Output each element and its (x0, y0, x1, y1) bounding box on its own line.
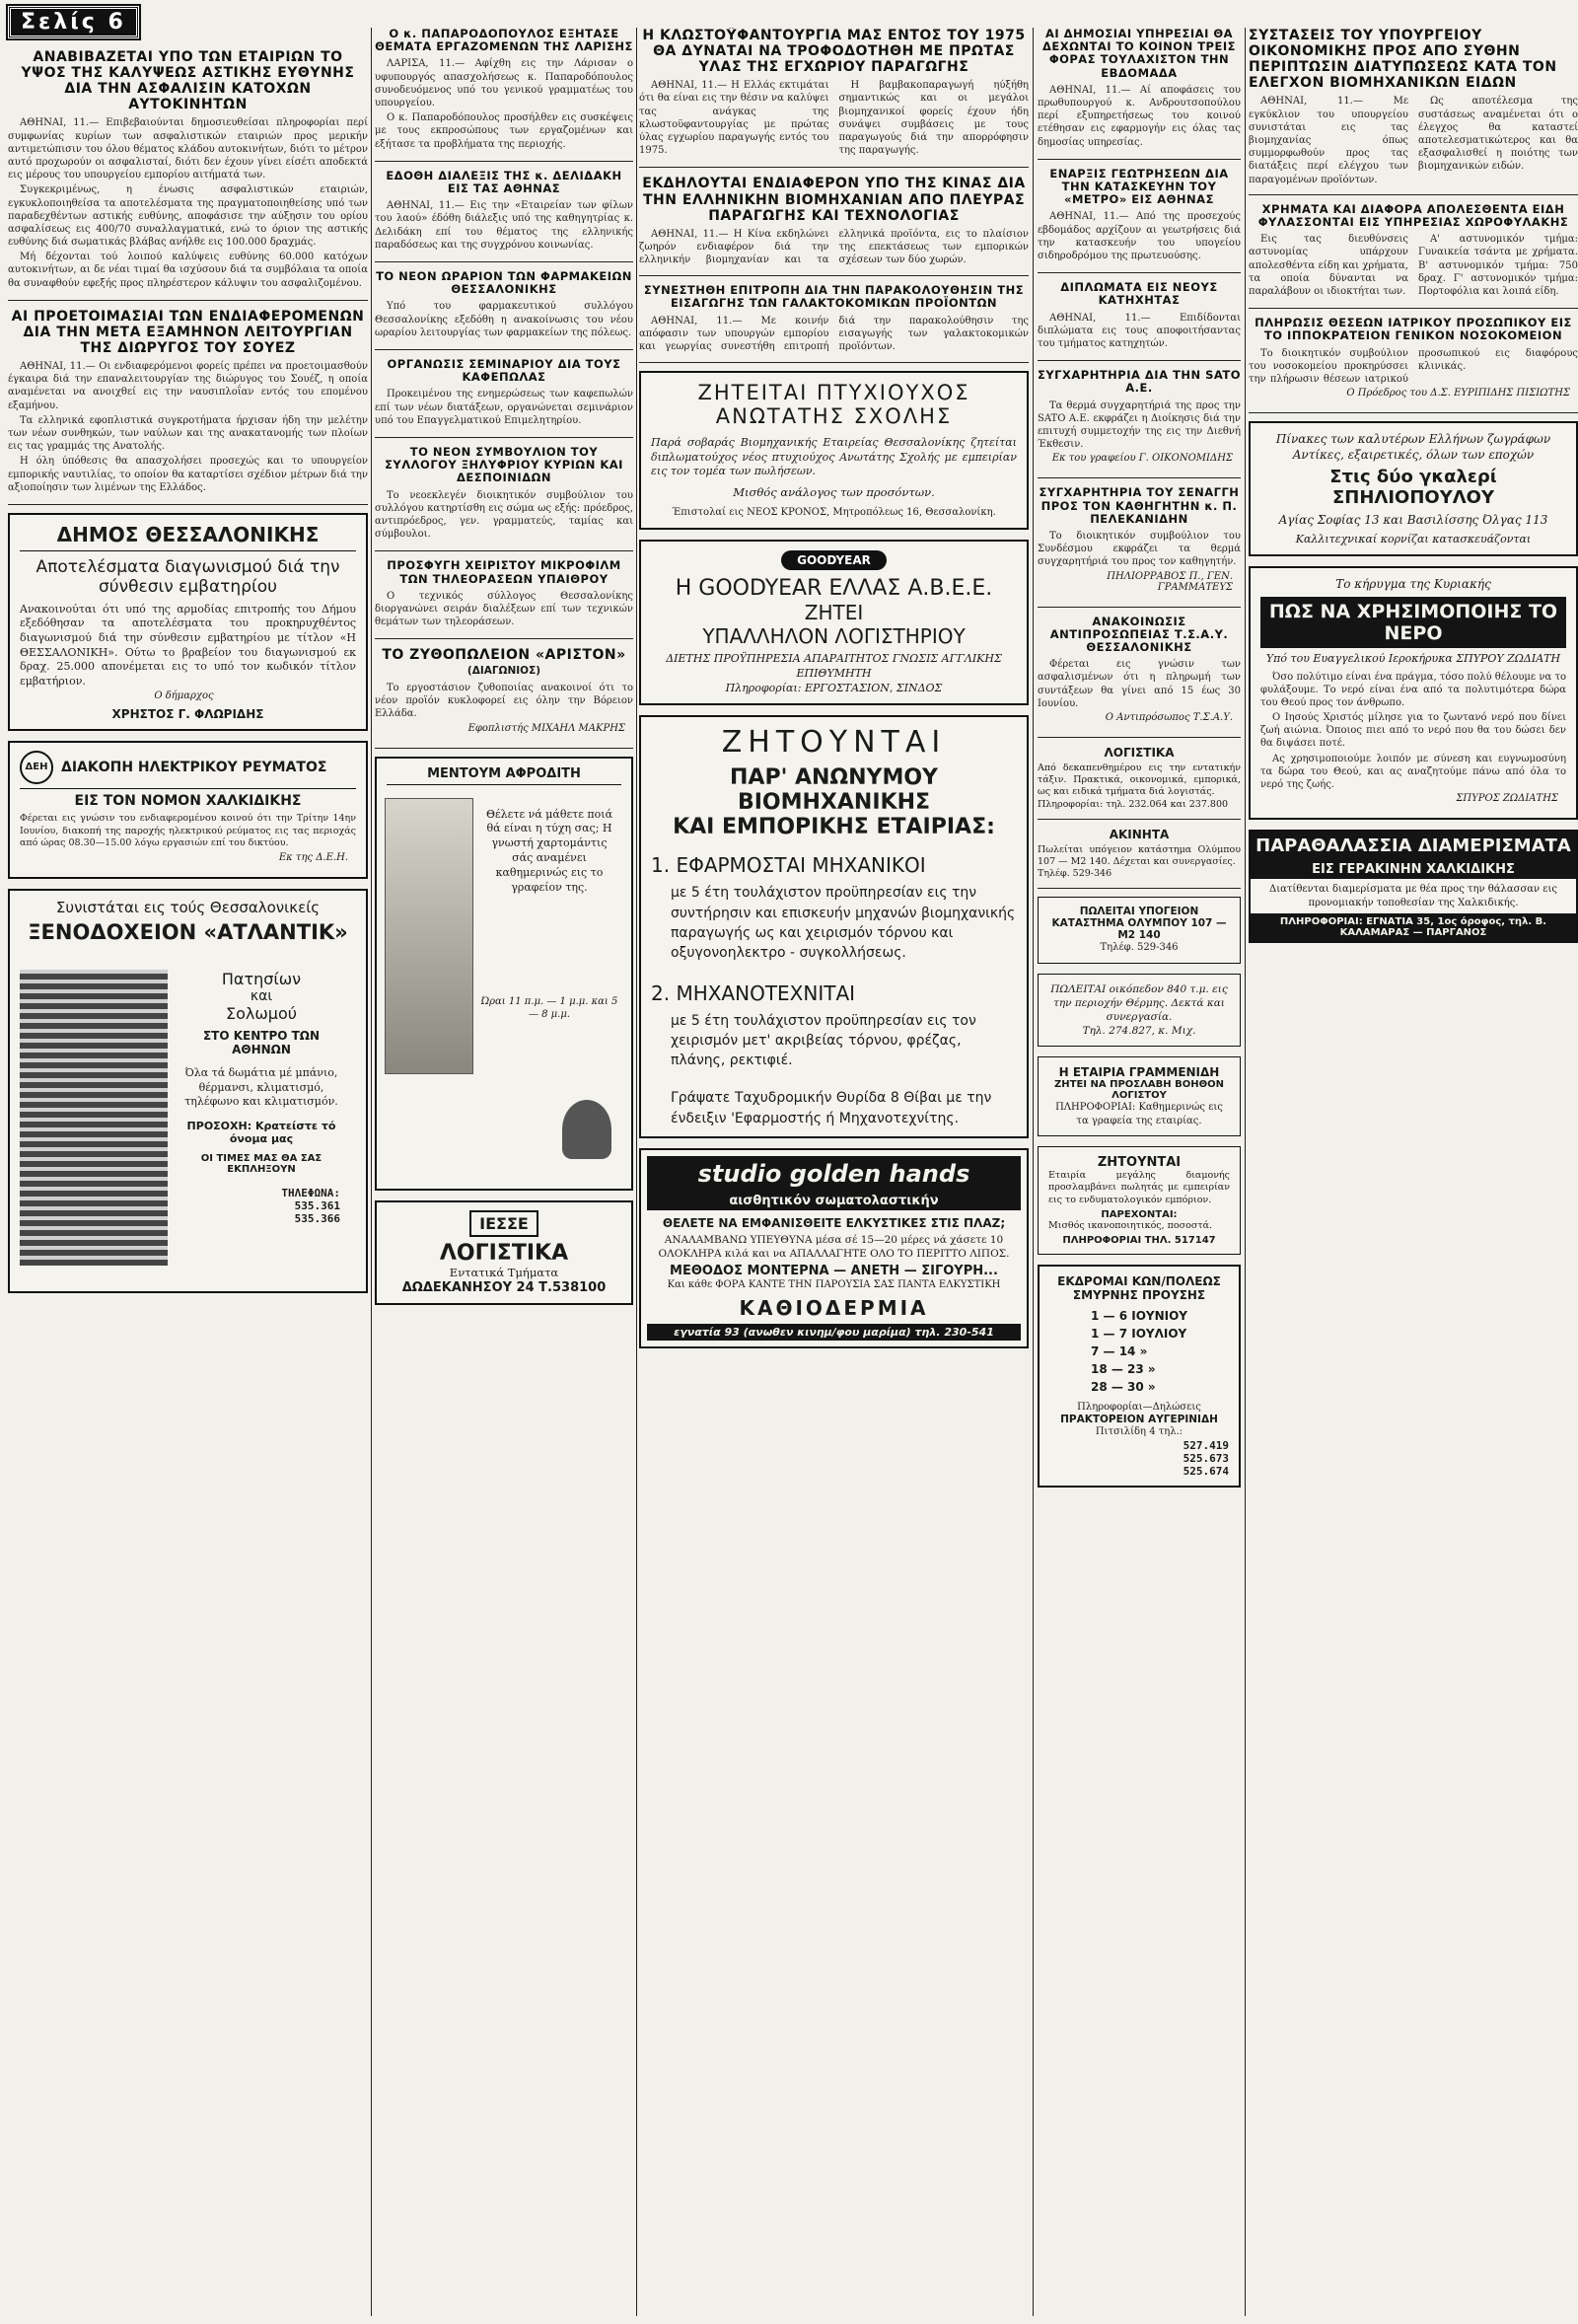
ad-title: ΕΚΔΡΟΜΑΙ ΚΩΝ/ΠΟΛΕΩΣ ΣΜΥΡΝΗΣ ΠΡΟΥΣΗΣ (1057, 1273, 1221, 1302)
article-suez (8, 309, 368, 505)
ad-phone: Τηλέφ. 529-346 (1100, 942, 1179, 954)
article-body (1038, 658, 1241, 710)
ad-text: Εταιρία μεγάλης διαμονής προσλαμβάνει πωλητάς με εμπειρίαν εις το ενδυματολογικόν εμπόριον. (1048, 1170, 1230, 1205)
ad-sub: Εντατικά Τμήματα (449, 1265, 559, 1279)
ad-text: Φέρεται εις γνώσιν του ενδιαφερομένου κοινού ότι την Τρίτην 14ην Ιουνίου, διακοπή της παροχής ηλεκτρικού ρεύματος εις τας περιοχάς από ώρας 08.30—15.00 λόγω εργασιών επί του δικτύου. (20, 813, 356, 849)
date-row (1087, 1326, 1191, 1342)
ad-seaside-apartments (1249, 830, 1578, 943)
paragraph: Ας χρησιμοποιούμε λοιπόν με σύνεση και ευγνωμοσύνη τα δώρα του Θεού, και ας αναζητούμε πάνω από όλα το νερό της ζωής. (1260, 753, 1566, 790)
ad-line: ΘΕΛΕΤΕ ΝΑ ΕΜΦΑΝΙΣΘΕΙΤΕ ΕΛΚΥΣΤΙΚΕΣ ΣΤΙΣ ΠΛΑΖ; (662, 1216, 1006, 1231)
date: 18 — 23 » (1091, 1361, 1156, 1376)
article-pharmacies (375, 270, 633, 350)
paragraph: ΛΑΡΙΣΑ, 11.— Αφίχθη εις την Λάρισαν ο υφυπουργός απασχολήσεως κ. Παπαροδόπουλος συνοδευόμενος υπό του γενικού γραμματέως του υπουργείου. (375, 58, 633, 109)
ad-salary: Μισθός ανάλογος των προσόντων. (733, 484, 935, 499)
iese-logo: ΙΕΣΣΕ (469, 1210, 538, 1237)
goodyear-logo: GOODYEAR (781, 550, 887, 570)
hotel-address: Σολωμού (226, 1003, 297, 1023)
article-body (1260, 671, 1566, 792)
job-text: με 5 έτη τουλάχιστον προϋπηρεσίαν εις τον χειρισμόν μετ' ακριβείας τόρνου, φρέζας, πλάνης, ρεκτιφιέ. (671, 1012, 976, 1069)
kicker: Το κήρυγμα της Κυριακής (1335, 577, 1491, 592)
ad-phone: Τηλ. 274.827, κ. Μιχ. (1082, 1025, 1196, 1038)
column-1 (8, 49, 368, 2318)
ad-line: Και κάθε ΦΟΡΑ ΚΑΝΤΕ ΤΗΝ ΠΑΡΟΥΣΙΑ ΣΑΣ ΠΑΝΤΑ ΕΛΚΥΣΤΙΚΗ (667, 1279, 1001, 1291)
paragraph: ΑΘΗΝΑΙ, 11.— Με εγκύκλιον του υπουργείου συνιστάται εις τας βιομηχανίας όπως συμμορφωθούν προς τας διατάξεις περί ελέγχου των παραγομένων προϊόντων. (1249, 96, 1408, 185)
headline: ΛΟΓΙΣΤΙΚΑ (1104, 746, 1175, 761)
paragraph: Το εργοστάσιον ζυθοποιίας ανακοινοί ότι το νέον προϊόν κυκλοφορεί εις όλην την Βόρειον Ελλάδα. (375, 683, 633, 720)
golden-hands-tag: αισθητικόν σωματολαστικήν (647, 1192, 1021, 1210)
article-body (1249, 95, 1578, 185)
paragraph: Ο Ιησούς Χριστός μίλησε για το ζωντανό νερό που δίνει ζωή αιώνια. Όποιος πιει από το νερό που θα του δώσει δεν θα διψάσει ποτέ. (1260, 712, 1566, 750)
ad-text: Θέλετε νά μάθετε ποιά θά είναι η τύχη σας; Η γνωστή χαρτομάντις σάς αναμένει καθημερινώς εις το γραφείον της. (485, 807, 613, 894)
headline: ΣΥΣΤΑΣΕΙΣ ΤΟΥ ΥΠΟΥΡΓΕΙΟΥ ΟΙΚΟΝΟΜΙΚΗΣ ΠΡΟΣ ΑΠΟ ΣΥΘΗΝ ΠΕΡΙΠΤΩΣΙΝ ΔΙΑΤΥΠΩΣΕΩΣ ΚΑΤΑ ΤΟΝ ΕΛΕΓΧΟΝ ΒΙΟΜΗΧΑΝΙΚΩΝ ΕΙΔΩΝ (1249, 28, 1557, 92)
article-dairy (639, 284, 1029, 363)
paragraph: Ο τεχνικός σύλλογος Θεσσαλονίκης διοργανώνει σειράν διαλέξεων επί των τεχνικών θεμάτων των τηλεοράσεων. (375, 590, 633, 628)
ad-hotel-atlantic (8, 889, 368, 1293)
phone-number: 525.674 (1183, 1464, 1229, 1478)
classified-accounting (1038, 746, 1241, 820)
article-lecture (375, 170, 633, 262)
phone-number: 535.361 (294, 1199, 340, 1213)
headline: ΣΥΓΧΑΡΗΤΗΡΙΑ ΔΙΑ ΤΗΝ SATO Α.Ε. (1038, 368, 1241, 396)
column-rule (371, 28, 372, 2316)
ad-title: ΛΟΓΙΣΤΙΚΑ (439, 1240, 569, 1266)
ad-text: Πίνακες των καλυτέρων Ελλήνων ζωγράφων Αντίκες, εξαιρετικές, όλων των εποχών (1275, 432, 1551, 463)
headline: ΤΟ ΝΕΟΝ ΣΥΜΒΟΥΛΙΟΝ ΤΟΥ ΣΥΛΛΟΓΟΥ ΞΗΛΥΦΡΙΟΥ ΚΥΡΙΩΝ ΚΑΙ ΔΕΣΠΟΙΝΙΔΩΝ (385, 444, 623, 485)
paragraph: Συγκεκριμένως, η ένωσις ασφαλιστικών εταιριών, εγκυκλοποιηθείσα τα αποτελέσματα της πραγματοποιηθείσης υπό των παραδεχθέντων αστικής ευθύνης, αποφάσισε την αύξησιν του ορίου ασφαλίσεως εις 400/70 συναλλαγματικά, ενώ το όριον της αστικής ευθύνης διά σωματικάς βλάβας ανήλθε εις 100.000 δραχμάς. (8, 184, 368, 249)
ad-addr: ΔΩΔΕΚΑΝΗΣΟΥ 24 Τ.538100 (401, 1280, 607, 1296)
column-rule (1033, 28, 1034, 2316)
headline: ΣΥΝΕΣΤΗΘΗ ΕΠΙΤΡΟΠΗ ΔΙΑ ΤΗΝ ΠΑΡΑΚΟΛΟΥΘΗΣΙΝ ΤΗΣ ΕΙΣΑΓΩΓΗΣ ΤΩΝ ΓΑΛΑΚΤΟΚΟΜΙΚΩΝ ΠΡΟΪΟΝΤΩΝ (643, 283, 1025, 311)
ad-goodyear (639, 540, 1029, 706)
classified-text: Από δεκαπενθημέρου εις την εντατικήν τάξιν. Πρακτικά, οικονομικά, εμπορικά, ως και ειδικά τμήματα διά λογιστάς. (1038, 763, 1241, 798)
ad-info: ΠΛΗΡΟΦΟΡΙΑΙ: Καθημερινώς εις τα γραφεία της εταιρίας. (1055, 1102, 1223, 1126)
headline: ΕΚΔΗΛΟΥΤΑΙ ΕΝΔΙΑΦΕΡΟΝ ΥΠΟ ΤΗΣ ΚΙΝΑΣ ΔΙΑ ΤΗΝ ΕΛΛΗΝΙΚΗΝ ΒΙΟΜΗΧΑΝΙΑΝ ΑΠΟ ΠΛΕΥΡΑΣ ΠΑΡΑΓΩΓΗΣ ΚΑΙ ΤΕΧΝΟΛΟΓΙΑΣ (642, 176, 1026, 224)
ad-dimos-thessalonikis (8, 513, 368, 731)
ad-text: Ανακοινούται ότι υπό της αρμοδίας επιτροπής του Δήμου εξεδόθησαν τα αποτελέσματα του προκηρυχθέντος διαγωνισμού διά την σύνθεσιν εμβατηρίου με τίτλον «Η ΘΕΣΣΑΛΟΝΙΚΗ». Ούτω το βραβείον του διαγωνισμού εκ δραχ. 25.000 απονέμεται εις το υπό τον κωδικόν τίτλον εμβατήριον. (20, 602, 356, 688)
headline: ΧΡΗΜΑΤΑ ΚΑΙ ΔΙΑΦΟΡΑ ΑΠΟΛΕΣΘΕΝΤΑ ΕΙΔΗ ΦΥΛΑΣΣΟΝΤΑΙ ΕΙΣ ΥΠΗΡΕΣΙΑΣ ΧΩΡΟΦΥΛΑΚΗΣ (1257, 201, 1569, 229)
paragraph: ΑΘΗΝΑΙ, 11.— Επιβεβαιούνται δημοσιευθείσαι πληροφορίαι περί συμφωνίας κυρίων των ασφαλιστικών εταιριών προς μερικήν αντιμετώπισιν του όλου θέματος κλάδου αυτοκινήτων, διότι το μέτρον αυτό προχωρούν οι ασφαλισταί, διότι δεν έχουν γίνει είσέτι αποδεκτά εις μέρους του υπουργείου εμπορίου αιτήματά των. (8, 117, 368, 182)
ad-info: Πληροφορίαι: ΕΡΓΟΣΤΑΣΙΟΝ, ΣΙΝΔΟΣ (725, 681, 943, 694)
classified-info: Τηλέφ. 529-346 (1038, 867, 1112, 879)
ad-title: ΖΗΤΟΥΝΤΑΙ (721, 725, 947, 761)
paragraph: Φέρεται εις γνώσιν των ασφαλισμένων ότι η πληρωμή των συντάξεων θα γίνει από 15 έως 30 Ιουνίου. (1038, 659, 1241, 709)
date: 7 — 14 » (1091, 1344, 1148, 1358)
paragraph: ΑΘΗΝΑΙ, 11.— Εις την «Εταιρείαν των φίλων του λαού» έδόθη διάλεξις υπό της καθηγητρίας κ. Δελιδάκη επί του θέματος της ελληνικής παραδόσεως και της συγχρόνου κοινωνίας. (375, 200, 633, 251)
paragraph: ΑΘΗΝΑΙ, 11.— Οι ενδιαφερόμενοι φορείς πρέπει να προετοιμασθούν έγκαιρα διά την επαναλειτουργίαν της διώρυγος του Σουέζ, η οποία αναμένεται να ανοιχθεί εις την ναυσιπλοΐαν εντός του επομένου εξαμήνου. (8, 361, 368, 411)
article-body (1038, 84, 1241, 149)
ad-addr: εγνατία 93 (ανωθεν κινημ/φου μαρίμα) τηλ. 230-541 (647, 1324, 1021, 1341)
article-ariston (375, 647, 633, 748)
headline: ΤΟ ΝΕΟΝ ΩΡΑΡΙΟΝ ΤΩΝ ΦΑΡΜΑΚΕΙΩΝ ΘΕΣΣΑΛΟΝΙΚΗΣ (376, 268, 632, 297)
hotel-address: Πατησίων (221, 969, 302, 988)
job-text: με 5 έτη τουλάχιστον προϋπηρεσίαν εις την συντήρησιν και επισκευήν μηχανών βιομηχανικής παραγωγής ως και χειρισμόν τόρνου και οξυγονοηλεκτρο - συγκολλήσεως. (671, 885, 1016, 962)
phone-number: 527.419 (1183, 1438, 1229, 1452)
paragraph: Η όλη ύπόθεσις θα απασχολήσει προσεχώς και το υπουργείον εμπορικής ναυτιλίας, το οποίον θα καταρτίσει σχέδιον μέτρων διά την αξιοποίησιν των λιμένων της Ελλάδος. (8, 456, 368, 493)
ad-excursions (1038, 1265, 1241, 1488)
headline: Η ΚΛΩΣΤΟΫΦΑΝΤΟΥΡΓΙΑ ΜΑΣ ΕΝΤΟΣ ΤΟΥ 1975 ΘΑ ΔΥΝΑΤΑΙ ΝΑ ΤΡΟΦΟΔΟΤΗΘΗ ΜΕ ΠΡΩΤΑΣ ΥΛΑΣ ΤΗΣ ΕΓΧΩΡΙΟΥ ΠΑΡΑΓΩΓΗΣ (642, 28, 1026, 76)
ad-sales-wanted (1038, 1146, 1241, 1255)
ad-offer-label: ΠΑΡΕΧΟΝΤΑΙ: (1101, 1208, 1178, 1220)
ad-deh (8, 741, 368, 879)
headline: Ο κ. ΠΑΠΑΡΟΔΟΠΟΥΛΟΣ ΕΞΗΤΑΣΕ ΘΕΜΑΤΑ ΕΡΓΑΖΟΜΕΝΩΝ ΤΗΣ ΛΑΡΙΣΗΣ (375, 28, 633, 54)
article-council (375, 446, 633, 551)
signature: ΠΗΛΙΟΡΡΑΒΟΣ Π., ΓΕΝ. ΓΡΑΜΜΑΤΕΥΣ (1107, 570, 1233, 593)
paragraph: Το διοικητικόν συμβούλιον του Συνδέσμου εκφράζει τα θερμά συγχαρητήριά του προς τον καθηγητήν. (1038, 531, 1241, 568)
paragraph: Μή δέχονται τού λοιπού καλύψεις ευθύνης 60.000 κατόχων αυτοκινήτων, αι δε νέαι τιμαί θα ισχύσουν διά τα συμβόλαια τα οποία θα συναφθούν εφεξής προς πληρέστερον κάλυψιν του ασφαλιζομένου. (8, 252, 368, 289)
hotel-name: ΞΕΝΟΔΟΧΕΙΟΝ «ΑΤΛΑΝΤΙΚ» (28, 919, 348, 944)
article-body (1038, 530, 1241, 569)
article-sato (1038, 369, 1241, 478)
article-body (639, 315, 1029, 355)
ad-agency: ΠΡΑΚΤΟΡΕΙΟΝ ΑΥΓΕΡΙΝΙΔΗ (1060, 1414, 1218, 1426)
ad-phone: ΠΛΗΡΟΦΟΡΙΑΙ ΤΗΛ. 517147 (1062, 1234, 1216, 1246)
article-body (8, 116, 368, 289)
article-body (8, 360, 368, 494)
hotel-building-image (20, 970, 168, 1266)
hotel-center: ΣΤΟ ΚΕΝΤΡΟ ΤΩΝ ΑΘΗΝΩΝ (202, 1028, 321, 1056)
article-sermon (1249, 566, 1578, 820)
headline: ΠΡΟΣΦΥΓΗ ΧΕΙΡΙΣΤΟΥ ΜΙΚΡΟΦΙΛΜ ΤΩΝ ΤΗΛΕΟΡΑΣΕΩΝ ΥΠΑΙΘΡΟΥ (387, 558, 621, 586)
paragraph: Τα ελληνικά εφοπλιστικά συγκροτήματα ήρχισαν ήδη την μελέτην των νέων συνθηκών, των ναύλων και της ανακατανομής των πλοίων εις τας γραμμάς της Ανατολής. (8, 414, 368, 453)
subheadline: (ΔΙΑΓΩΝΙΟΣ) (466, 665, 541, 678)
ad-title: ΖΗΤΟΥΝΤΑΙ (1097, 1155, 1182, 1171)
ad-sign-name: ΧΡΗΣΤΟΣ Γ. ΦΛΩΡΙΔΗΣ (111, 707, 264, 722)
article-body (639, 228, 1029, 268)
phone-number: 535.366 (294, 1212, 340, 1226)
golden-hands-logo: studio golden hands (647, 1156, 1021, 1192)
headline: ΑΙ ΔΗΜΟΣΙΑΙ ΥΠΗΡΕΣΙΑΙ ΘΑ ΔΕΧΩΝΤΑΙ ΤΟ ΚΟΙΝΟΝ ΤΡΕΙΣ ΦΟΡΑΣ ΤΟΥΛΑΧΙΣΤΟΝ ΤΗΝ ΕΒΔΟΜΑΔΑ (1042, 28, 1236, 80)
article-body (375, 300, 633, 339)
article-body (375, 199, 633, 252)
ad-title: ΚΑΙ ΕΜΠΟΡΙΚΗΣ ΕΤΑΙΡΙΑΣ: (673, 815, 995, 840)
classified-info: Πληροφορίαι: τηλ. 232.064 και 237.800 (1038, 798, 1229, 810)
headline: ΑΝΑΚΟΙΝΩΣΙΣ ΑΝΤΙΠΡΟΣΩΠΕΙΑΣ Τ.Σ.Α.Υ. ΘΕΣΣΑΛΟΝΙΚΗΣ (1049, 614, 1229, 655)
paragraph: Ως αποτέλεσμα της συστάσεως αναμένεται ότι ο έλεγχος θα καταστεί αποτελεσματικώτερος και θα εξασφαλισθεί η ποιότης των βιομηχανικών ειδών. (1418, 96, 1578, 173)
ad-intro: Συνιστάται εις τούς Θεσσαλονικείς (55, 898, 321, 916)
ad-title: Αποτελέσματα διαγωνισμού διά την σύνθεσιν εμβατηρίου (36, 556, 340, 597)
ad-line: ΑΝΑΛΑΜΒΑΝΩ ΥΠΕΥΘΥΝΑ μέσα σέ 15—20 μέρες νά χάσετε 10 ΟΛΟΚΛΗΡΑ κιλά και να ΑΠΑΛΛΑΓΗΤΕ ΟΛΟ ΤΟ ΠΕΡΙΤΤΟ ΛΙΠΟΣ. (658, 1234, 1010, 1261)
headline: ΕΝΑΡΞΙΣ ΓΕΩΤΡΗΣΕΩΝ ΔΙΑ ΤΗΝ ΚΑΤΑΣΚΕΥΗΝ ΤΟΥ «ΜΕΤΡΟ» ΕΙΣ ΑΘΗΝΑΣ (1049, 166, 1229, 207)
ad-header: ΔΗΜΟΣ ΘΕΣΣΑΛΟΝΙΚΗΣ (20, 523, 356, 551)
column-4 (1038, 28, 1241, 2316)
ad-header: ΔΙΑΚΟΠΗ ΗΛΕΚΤΡΙΚΟΥ ΡΕΥΜΑΤΟΣ (61, 760, 327, 776)
ad-reply: Έπιστολαί εις ΝΕΟΣ ΚΡΟΝΟΣ, Μητροπόλεως 16, Θεσσαλονίκη. (672, 507, 996, 519)
article-body (639, 79, 1029, 159)
job-title: 1. ΕΦΑΡΜΟΣΤΑΙ ΜΗΧΑΝΙΚΟΙ (651, 853, 926, 878)
article-microfilm (375, 559, 633, 639)
job-title: 2. ΜΗΧΑΝΟΤΕΧΝΙΤΑΙ (651, 980, 856, 1005)
hotel-details (182, 970, 340, 1226)
article-insurance (8, 49, 368, 301)
ad-header: ΜΕΝΤΟΥΜ ΑΦΡΟΔΙΤΗ (387, 766, 621, 785)
hotel-attention: ΠΡΟΣΟΧΗ: Κρατείστε τό όνομα μας (186, 1120, 336, 1146)
column-2 (375, 28, 633, 2316)
paragraph: Όσο πολύτιμο είναι ένα πράγμα, τόσο πολύ θέλουμε να το φυλάξουμε. Το νερό είναι ένα από τα πολυτιμότερα δώρα του Θεού προς τον άνθρωπο. (1260, 671, 1566, 708)
paragraph: ΑΘΗΝΑΙ, 11.— Η Κίνα εκδηλώνει ζωηρόν ενδιαφέρον διά την ελληνικήν βιομηχανίαν και τα ελληνικά προϊόντα, εις το πλαίσιον της επεκτάσεως των εμπορικών σχέσεων των δύο χωρών. (639, 228, 1029, 266)
date-row (1087, 1344, 1191, 1359)
headline: ΟΡΓΑΝΩΣΙΣ ΣΕΜΙΝΑΡΙΟΥ ΔΙΑ ΤΟΥΣ ΚΑΦΕΠΩΛΑΣ (387, 356, 621, 385)
ad-title: ΖΗΤΕΙΤΑΙ ΠΤΥΧΙΟΥΧΟΣ ΑΝΩΤΑΤΗΣ ΣΧΟΛΗΣ (697, 381, 970, 429)
column-5 (1249, 28, 1578, 2316)
paragraph: Προκειμένου της ενημερώσεως των καφεπωλών επί των νέων διατάξεων, οργανώνεται σεμινάριον υπό του Επαγγελματικού Επιμελητηρίου. (375, 389, 633, 426)
date: 28 — 30 » (1091, 1379, 1156, 1394)
ad-aphrodite (375, 757, 633, 1191)
headline: ΣΥΓΧΑΡΗΤΗΡΙΑ ΤΟΥ ΣΕΝΑΓΓΗ ΠΡΟΣ ΤΟΝ ΚΑΘΗΓΗΤΗΝ κ. Π. ΠΕΛΕΚΑΝΙΔΗΝ (1039, 485, 1240, 526)
article-body (375, 57, 633, 150)
article-lost-items (1249, 203, 1578, 309)
fortune-teller-image (385, 798, 473, 1074)
paragraph: Υπό του φαρμακευτικού συλλόγου Θεσσαλονίκης εξεδόθη η ανακοίνωσις του νέου ωραρίου λειτουργίας των φαρμακείων της πόλεως. (375, 301, 633, 338)
article-body (1038, 210, 1241, 262)
ad-store-sale (1038, 897, 1241, 964)
signature: Εκ του γραφείου Γ. ΟΙΚΟΝΟΜΙΔΗΣ (1051, 453, 1233, 465)
ad-hours: Ώραι 11 π.μ. — 1 μ.μ. και 5 — 8 μ.μ. (480, 995, 618, 1021)
article-seminar (375, 358, 633, 438)
article-diplomas (1038, 281, 1241, 361)
paragraph: Το διοικητικόν συμβούλιον του νοσοκομείου προκηρύσσει την πλήρωσιν θέσεων ιατρικού προσωπικού εις διαφόρους κλινικάς. (1249, 347, 1578, 385)
article-china (639, 176, 1029, 276)
ad-req: ΔΙΕΤΗΣ ΠΡΟΫΠΗΡΕΣΙΑ ΑΠΑΡΑΙΤΗΤΟΣ ΓΝΩΣΙΣ ΑΓΓΛΙΚΗΣ ΕΠΙΘΥΜΗΤΗ (666, 651, 1002, 680)
classified-realestate (1038, 828, 1241, 889)
paragraph: Α' αστυνομικόν τμήμα: Γυναικεία τσάντα με χρήματα. Β' αστυνομικόν τμήμα: 750 δραχ. Γ' αστυνομικόν τμήμα: Πορτοφόλια και λοιπά είδη. (1418, 234, 1578, 297)
paragraph: Εις τας διευθύνσεις αστυνομίας υπάρχουν απολεσθέντα είδη και χρήματα, τα οποία δύνανται να παραλάβουν οι ιδιοκτήται των. (1249, 234, 1408, 297)
article-body (1038, 312, 1241, 351)
date-row (1087, 1361, 1191, 1377)
ad-sub: ΕΙΣ ΓΕΡΑΚΙΝΗΝ ΧΑΛΚΙΔΙΚΗΣ (1251, 860, 1576, 879)
byline: Υπό του Ευαγγελικού Ιεροκήρυκα ΣΠΥΡΟΥ ΖΩΔΙΑΤΗ (1265, 651, 1561, 665)
ad-sign-label: Ο δήμαρχος (154, 690, 214, 702)
hotel-prices: ΟΙ ΤΙΜΕΣ ΜΑΣ ΘΑ ΣΑΣ ΕΚΠΛΗΞΟΥΝ (200, 1153, 323, 1176)
column-3 (639, 28, 1029, 2316)
ad-text: Διατίθενται διαμερίσματα με θέα προς την θάλασσαν εις προνομιακήν τοποθεσίαν της Χαλκιδικής. (1269, 884, 1557, 908)
article-tsay (1038, 616, 1241, 738)
ad-sub: ΖΗΤΕΙ ΝΑ ΠΡΟΣΛΑΒΗ ΒΟΗΘΟΝ ΛΟΓΙΣΤΟΥ (1054, 1079, 1224, 1102)
ad-land-sale (1038, 974, 1241, 1048)
ad-text: ΠΩΛΕΙΤΑΙ οικόπεδον 840 τ.μ. εις την περιοχήν Θέρμης. Δεκτά και συνεργασία. (1050, 982, 1228, 1023)
headline: ΑΙ ΠΡΟΕΤΟΙΜΑΣΙΑΙ ΤΩΝ ΕΝΔΙΑΦΕΡΟΜΕΝΩΝ ΔΙΑ ΤΗΝ ΜΕΤΑ ΕΞΑΜΗΝΟΝ ΛΕΙΤΟΥΡΓΙΑΝ ΤΗΣ ΔΙΩΡΥΓΟΣ ΤΟΥ ΣΟΥΕΖ (11, 308, 365, 356)
ad-kath: ΚΑΘΙΟΔΕΡΜΙΑ (739, 1295, 929, 1320)
date: 1 — 7 ΙΟΥΛΙΟΥ (1091, 1326, 1187, 1341)
excursion-dates (1085, 1306, 1193, 1397)
headline: ΠΛΗΡΩΣΙΣ ΘΕΣΕΩΝ ΙΑΤΡΙΚΟΥ ΠΡΟΣΩΠΙΚΟΥ ΕΙΣ ΤΟ ΙΠΠΟΚΡΑΤΕΙΟΝ ΓΕΝΙΚΟΝ ΝΟΣΟΚΟΜΕΙΟΝ (1255, 316, 1572, 343)
signature: Ο Αντιπρόσωπος Τ.Σ.Α.Υ. (1105, 712, 1233, 724)
article-body (1038, 399, 1241, 452)
crystal-ball-icon (562, 1100, 611, 1159)
article-body (375, 388, 633, 427)
phone-label: ΤΗΛΕΦΩΝΑ: (281, 1187, 340, 1200)
ad-gallery (1249, 421, 1578, 556)
article-ministry (1249, 28, 1578, 195)
gallery-address: Αγίας Σοφίας 13 και Βασιλίσσης Όλγας 113 (1278, 513, 1548, 528)
column-rule (1245, 28, 1246, 2316)
ad-industrial-jobs (639, 715, 1029, 1138)
ad-title: ΠΩΛΕΙΤΑΙ ΥΠΟΓΕΙΟΝ ΚΑΤΑΣΤΗΜΑ ΟΛΥΜΠΟΥ 107 — Μ2 140 (1051, 906, 1227, 942)
article-body (375, 590, 633, 629)
ad-title: Η ΕΤΑΙΡΙΑ ΓΡΑΜΜΕΝΙΔΗ (1058, 1065, 1220, 1080)
paragraph: ΑΘΗΝΑΙ, 11.— Επιδίδονται διπλώματα εις τους αποφοιτήσαντας του τμήματος κατηχητών. (1038, 312, 1241, 350)
ad-text: Παρά σοβαράς Βιομηχανικής Εταιρείας Θεσσαλονίκης ζητείται διπλωματούχος νέος πτυχιούχος Ανωτάτης Σχολής με εμπειρίαν εις τον τομέα των πωλήσεων. (651, 436, 1017, 478)
article-hospital (1249, 317, 1578, 413)
paragraph: ΑΘΗΝΑΙ, 11.— Η Ελλάς εκτιμάται ότι θα είναι εις την θέσιν να καλύψει τας ανάγκας της κλωστοϋφαντουργίας με πρώτας ύλας εγχωρίου παραγωγής εντός του 1975. (639, 80, 829, 157)
article-body (1249, 233, 1578, 300)
gallery-name: Στις δύο γκαλερί ΣΠΗΛΙΟΠΟΥΛΟΥ (1329, 467, 1497, 509)
deh-logo: ΔΕΗ (20, 751, 53, 784)
ad-golden-hands (639, 1148, 1029, 1348)
ad-seek: ΖΗΤΕΙ (804, 600, 864, 624)
date-row (1087, 1308, 1191, 1324)
headline: ΑΚΙΝΗΤΑ (1109, 827, 1170, 841)
article-senaggi (1038, 486, 1241, 607)
ad-deh-header-row (20, 751, 356, 789)
ad-title: ΕΙΣ ΤΟΝ ΝΟΜΟΝ ΧΑΛΚΙΔΙΚΗΣ (74, 793, 302, 810)
date-row (1087, 1379, 1191, 1395)
headline: ΑΝΑΒΙΒΑΖΕΤΑΙ ΥΠΟ ΤΩΝ ΕΤΑΙΡΙΩΝ ΤΟ ΥΨΟΣ ΤΗΣ ΚΑΛΥΨΕΩΣ ΑΣΤΙΚΗΣ ΕΥΘΥΝΗΣ ΔΙΑ ΤΗΝ ΑΣΦΑΛΙΣΙΝ ΚΑΤΟΧΩΝ ΑΥΤΟΚΙΝΗΤΩΝ (21, 49, 355, 113)
article-metro (1038, 168, 1241, 273)
ad-info: Πληροφορίαι—Δηλώσεις (1077, 1401, 1201, 1413)
ad-method: ΜΕΘΟΔΟΣ ΜΟΝΤΕΡΝΑ — ΑΝΕΤΗ — ΣΙΓΟΥΡΗ... (670, 1264, 998, 1279)
paragraph: ΑΘΗΝΑΙ, 11.— Από της προσεχούς εβδομάδος αρχίζουν αι γεωτρήσεις διά την κατασκευήν του υπογείου σιδηροδρόμου της πρωτευούσης. (1038, 211, 1241, 262)
ad-info: ΠΛΗΡΟΦΟΡΙΑΙ: ΕΓΝΑΤΙΑ 35, 1ος όροφος, τηλ. Β. ΚΑΛΑΜΑΡΑΣ — ΠΑΡΓΑΝΟΣ (1251, 913, 1576, 941)
article-textile (639, 28, 1029, 168)
article-body (1249, 347, 1578, 387)
ad-sign: Εκ της Δ.Ε.Η. (278, 851, 348, 863)
article-public-services (1038, 28, 1241, 160)
article-body (375, 682, 633, 721)
hotel-address: και (250, 987, 273, 1004)
paragraph: Ο κ. Παπαροδόπουλος προσήλθεν εις συσκέψεις με τους εκπροσώπους των εργαζομένων και εξήτασε τα προβλήματα της περιοχής. (375, 112, 633, 150)
classified-text: Πωλείται υπόγειον κατάστημα Ολύμπου 107 — Μ2 140. Δέχεται και συνεργασίες. (1038, 843, 1241, 867)
article-paparodopoulos (375, 28, 633, 162)
article-body (375, 489, 633, 542)
phone-number: 525.673 (1183, 1451, 1229, 1465)
paragraph: Το νεοεκλεγέν διοικητικόν συμβούλιον του συλλόγου κατηρτίσθη εις σώμα ως εξής: πρόεδρος, αντιπρόεδρος, γεν. γραμματεύς, ταμίας και σύμβουλοι. (375, 489, 633, 541)
paragraph: ΑΘΗΝΑΙ, 11.— Με κοινήν απόφασιν των υπουργών εμπορίου και γεωργίας συνεστήθη επιτροπή διά την παρακολούθησιν της εισαγωγής των γαλακτοκομικών προϊόντων. (639, 315, 1029, 353)
job-reply: Γράψατε Ταχυδρομικήν Θυρίδα 8 Θίβαι με την ένδειξιν 'Εφαρμοστής ή Μηχανοτεχνίτης. (671, 1090, 992, 1126)
ad-grammenidis (1038, 1056, 1241, 1136)
ad-iese (375, 1200, 633, 1306)
ad-offer: Μισθός ικανοποιητικός, ποσοστά. (1048, 1219, 1213, 1231)
headline: ΠΩΣ ΝΑ ΧΡΗΣΙΜΟΠΟΙΗΣ ΤΟ ΝΕΡΟ (1260, 597, 1566, 648)
headline: ΕΔΟΘΗ ΔΙΑΛΕΞΙΣ ΤΗΣ κ. ΔΕΛΙΔΑΚΗ ΕΙΣ ΤΑΣ ΑΘΗΝΑΣ (386, 168, 622, 195)
signature: ΣΠΥΡΟΣ ΖΩΔΙΑΤΗΣ (1456, 793, 1558, 805)
ad-addr: Πιτσιλίδη 4 τηλ.: (1095, 1426, 1184, 1438)
paragraph: Τα θερμά συγχαρητήριά της προς την SATO Α.Ε. εκφράζει η Διοίκησις διά την επιτυχή συμμετοχήν της εις την Διεθνή Έκθεσιν. (1038, 399, 1241, 451)
ad-position: ΥΠΑΛΛΗΛΟΝ ΛΟΓΙΣΤΗΡΙΟΥ (702, 623, 966, 648)
paragraph: ΑΘΗΝΑΙ, 11.— Αί αποφάσεις του πρωθυπουργού κ. Ανδρουτσοπούλου περί εξυπηρετήσεως του κοινού ετέθησαν εις εφαρμογήν εις όλας τας δημοσίας υπηρεσίας. (1038, 84, 1241, 148)
ad-title: ΠΑΡΑΘΑΛΑΣΣΙΑ ΔΙΑΜΕΡΙΣΜΑΤΑ (1251, 832, 1576, 860)
ad-graduate-wanted (639, 371, 1029, 530)
signature: Εφοπλιστής ΜΙΧΑΗΛ ΜΑΚΡΗΣ (467, 722, 625, 734)
paragraph: Η βαμβακοπαραγωγή ηύξήθη σημαντικώς και οι μεγάλοι βιομηχανικοί φορείς έχουν ήδη συνάψει συμβάσεις με τους παραγωγούς διά την απορρόφησιν της παραγωγής. (838, 80, 1029, 157)
date: 1 — 6 ΙΟΥΝΙΟΥ (1091, 1308, 1187, 1323)
ad-company: Η GOODYEAR ΕΛΛΑΣ Α.Β.Ε.Ε. (675, 575, 993, 601)
page-label: Σελίς 6 (8, 6, 139, 38)
gallery-frames: Καλλιτεχνικαί κορνίζαι κατασκευάζονται (1295, 532, 1532, 545)
headline: ΤΟ ΖΥΘΟΠΩΛΕΙΟΝ «ΑΡΙΣΤΟΝ» (382, 647, 626, 664)
signature: Ο Πρόεδρος του Δ.Σ. ΕΥΡΙΠΙΔΗΣ ΠΙΣΙΩΤΗΣ (1346, 388, 1570, 399)
headline: ΔΙΠΛΩΜΑΤΑ ΕΙΣ ΝΕΟΥΣ ΚΑΤΗΧΗΤΑΣ (1060, 280, 1218, 308)
hotel-rooms: Όλα τά δωμάτια μέ μπάνιο, θέρμανσι, κλιματισμό, τηλέφωνο και κλιματισμόν. (184, 1065, 338, 1109)
ad-title: ΠΑΡ' ΑΝΩΝΥΜΟΥ ΒΙΟΜΗΧΑΝΙΚΗΣ (730, 765, 938, 816)
column-rule (636, 28, 637, 2316)
